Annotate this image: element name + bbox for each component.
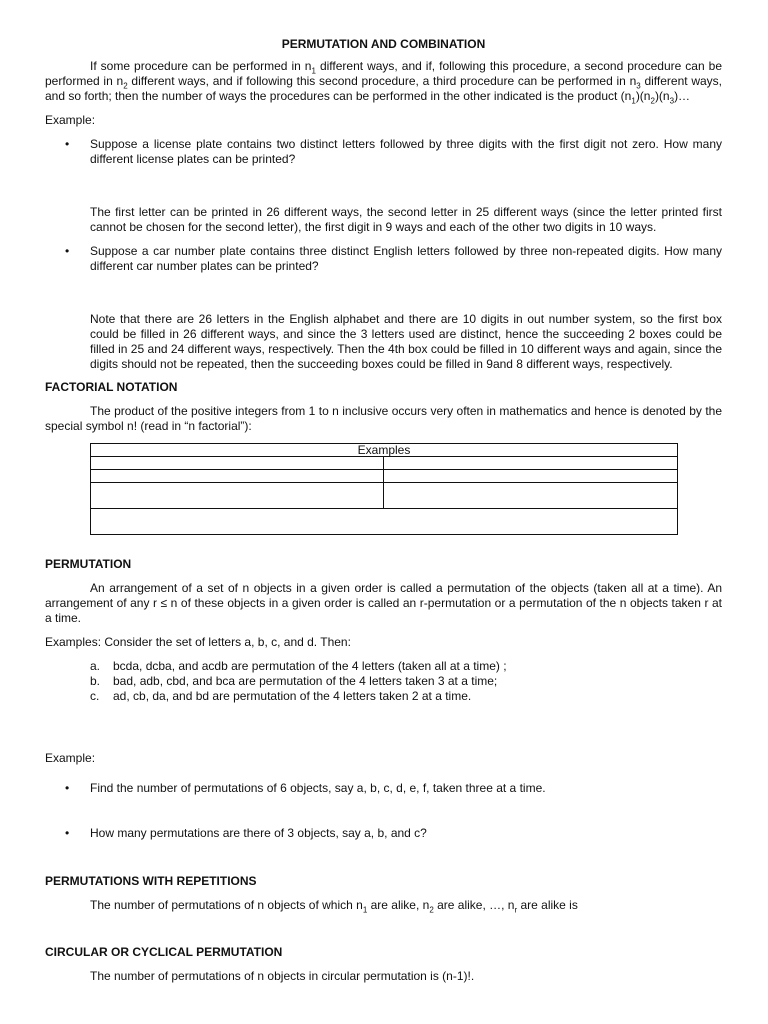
table-cell xyxy=(91,509,678,535)
bullet-text: Find the number of permutations of 6 objects, say a, b, c, d, e, f, taken three at a time. xyxy=(90,781,546,795)
examples-consider: Examples: Consider the set of letters a, b, c, and d. Then: xyxy=(45,635,351,649)
document-page xyxy=(45,37,722,984)
list-letter: a. xyxy=(90,659,101,673)
list-text: ad, cb, da, and bd are permutation of the 4 letters taken 2 at a time. xyxy=(113,689,472,703)
section-heading-circular: CIRCULAR OR CYCLICAL PERMUTATION xyxy=(45,945,283,959)
list-text: bad, adb, cbd, and bca are permutation of the 4 letters taken 3 at a time; xyxy=(113,674,498,688)
list-item xyxy=(45,244,722,274)
bullet-icon: • xyxy=(65,244,70,258)
bullet-text: Suppose a car number plate contains three distinct English letters followed by three non-repeated digits. How many different car number plates can be printed? xyxy=(90,244,722,273)
list-letter: b. xyxy=(90,674,101,688)
list-item xyxy=(45,137,722,167)
permutation-paragraph: An arrangement of a set of n objects in a given order is called a permutation of the objects (taken all at a time). An arrangement of any r ≤ n of these objects in a given order is called an r-permutation or a permutation of the n objects taken r at a time. xyxy=(45,581,722,625)
section-heading-repetitions: PERMUTATIONS WITH REPETITIONS xyxy=(45,874,257,888)
bullet-text: Suppose a license plate contains two distinct letters followed by three digits with the first digit not zero. How many different license plates can be printed? xyxy=(90,137,722,166)
list-item xyxy=(45,659,722,674)
examples-table xyxy=(90,443,678,535)
alpha-list xyxy=(45,659,722,704)
bullet-icon: • xyxy=(65,826,70,840)
example-label: Example: xyxy=(45,751,96,765)
table-cell xyxy=(91,483,384,509)
list-item xyxy=(45,674,722,689)
example-label: Example: xyxy=(45,113,96,127)
list-letter: c. xyxy=(90,689,100,703)
bullet-text: How many permutations are there of 3 objects, say a, b, and c? xyxy=(90,826,427,840)
table-cell xyxy=(384,457,678,470)
intro-paragraph: If some procedure can be performed in $n_1$ different ways, and if, following this procedure, a second procedure can be performed in $n_2$ different ways, and if following this second procedure, a third procedure can be performed in $n_3$ different ways, and so forth; then the number of ways the procedures can be performed in the other indicated is the product $(n_1)(n_2)(n_3)\dots$ xyxy=(45,59,723,106)
bullet-icon: • xyxy=(65,781,70,795)
table-cell xyxy=(384,483,678,509)
table-cell xyxy=(91,470,384,483)
section-heading-factorial: FACTORIAL NOTATION xyxy=(45,380,178,394)
bullet-icon: • xyxy=(65,137,70,151)
list-text: bcda, dcba, and acdb are permutation of the 4 letters (taken all at a time) ; xyxy=(113,659,507,673)
repetition-paragraph: The number of permutations of n objects of which $n_1$ are alike, $n_2$ are alike, …, $n_r$ are alike is xyxy=(90,898,578,915)
table-cell xyxy=(91,457,384,470)
table-caption: Examples xyxy=(91,444,678,457)
answer-paragraph: Note that there are 26 letters in the English alphabet and there are 10 digits in out number system, so the first box could be filled in 26 different ways, and since the 3 letters used are distinct, hence the succeeding 2 boxes could be filled in 25 and 24 different ways, respectively. Then the 4th box could be filled in 10 different ways and again, since the digits should not be repeated, then the succeeding boxes could be filled in 9and 8 different ways, respectively. xyxy=(90,312,722,371)
list-item xyxy=(45,781,722,796)
factorial-paragraph: The product of the positive integers from 1 to n inclusive occurs very often in mathematics and hence is denoted by the special symbol n! (read in “n factorial”): xyxy=(45,404,722,433)
document-title: PERMUTATION AND COMBINATION xyxy=(281,37,486,51)
list-item xyxy=(45,826,722,841)
list-item xyxy=(45,689,722,704)
answer-paragraph: The first letter can be printed in 26 different ways, the second letter in 25 different ways (since the letter printed first cannot be chosen for the second letter), the first digit in 9 ways and each of the other two digits in 10 ways. xyxy=(90,205,722,234)
table-cell xyxy=(384,470,678,483)
circular-paragraph: The number of permutations of n objects in circular permutation is (n-1)!. xyxy=(90,969,475,983)
section-heading-permutation: PERMUTATION xyxy=(45,557,132,571)
